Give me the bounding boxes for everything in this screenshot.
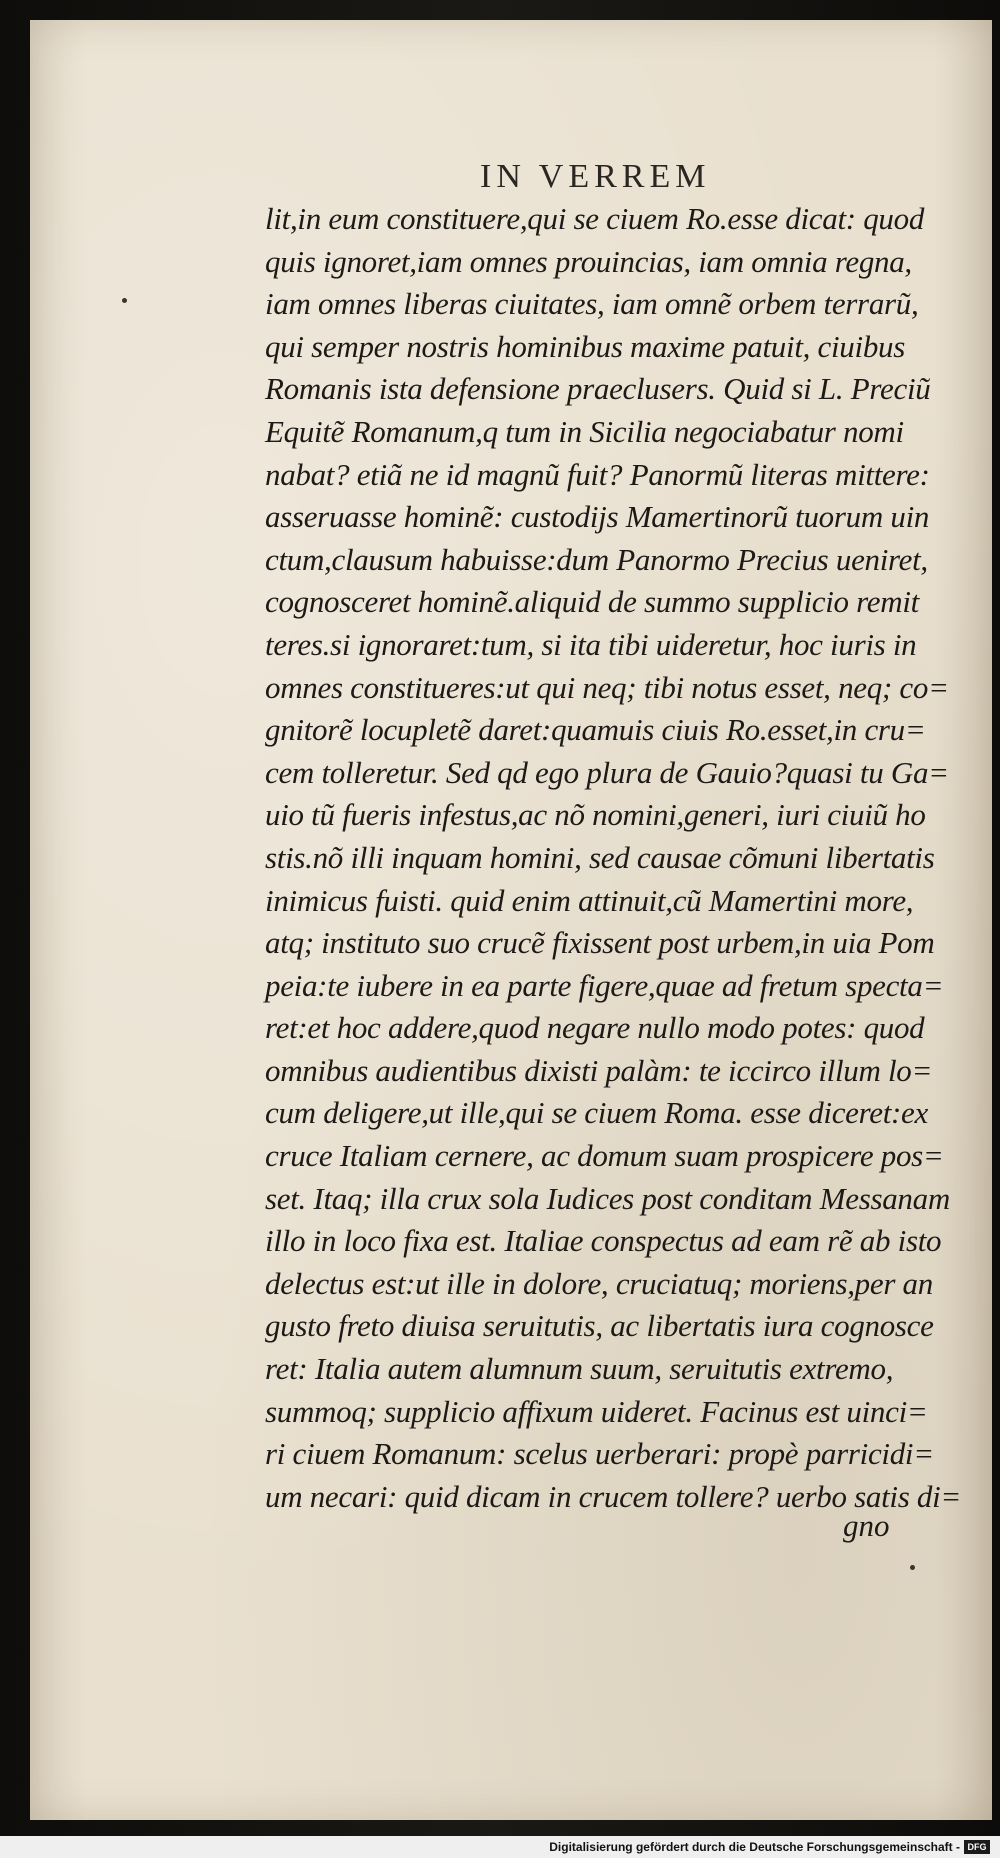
running-head: IN VERREM [480, 158, 711, 195]
text-line: summoq; supplicio affixum uideret. Facinus est uinci= [265, 1393, 928, 1429]
text-line: omnes constitueres:ut qui neq; tibi notus esset, neq; co= [265, 669, 949, 705]
text-line: um necari: quid dicam in crucem tollere? uerbo satis di= [265, 1478, 962, 1514]
text-line: set. Itaq; illa crux sola Iudices post conditam Messanam [265, 1180, 950, 1216]
text-line: ri ciuem Romanum: scelus uerberari: propè parricidi= [265, 1436, 934, 1472]
funding-credit: Digitalisierung gefördert durch die Deutsche Forschungsgemeinschaft - [549, 1840, 960, 1854]
ink-speck [122, 298, 127, 303]
text-line: inimicus fuisti. quid enim attinuit,cũ Mamertini more, [265, 882, 914, 918]
text-line: iam omnes liberas ciuitates, iam omnẽ orbem terrarũ, [265, 286, 919, 322]
text-line: teres.si ignoraret:tum, si ita tibi uideretur, hoc iuris in [265, 626, 917, 662]
text-line: ctum,clausum habuisse:dum Panormo Precius ueniret, [265, 541, 928, 577]
catchword: gno [843, 1508, 890, 1543]
text-line: peia:te iubere in ea parte figere,quae ad fretum specta= [265, 967, 944, 1003]
text-line: illo in loco fixa est. Italiae conspectus ad eam rẽ ab isto [265, 1223, 942, 1259]
text-line: Equitẽ Romanum,q tum in Sicilia negociabatur nomi [265, 413, 904, 449]
text-line: cem tolleretur. Sed qd ego plura de Gauio?quasi tu Ga= [265, 754, 949, 790]
text-line: quis ignoret,iam omnes prouincias, iam omnia regna, [265, 243, 912, 279]
text-line: asseruasse hominẽ: custodijs Mamertinorũ tuorum uin [265, 499, 930, 535]
dfg-logo: DFG [964, 1840, 990, 1854]
text-line: gnitorẽ locupletẽ daret:quamuis ciuis Ro.esset,in cru= [265, 712, 926, 748]
text-line: cognosceret hominẽ.aliquid de summo supplicio remit [265, 584, 919, 620]
text-line: ret: Italia autem alumnum suum, seruitutis extremo, [265, 1351, 894, 1387]
text-line: uio tũ fueris infestus,ac nõ nomini,generi, iuri ciuiũ ho [265, 797, 926, 833]
text-line: cum deligere,ut ille,qui se ciuem Roma. esse diceret:ex [265, 1095, 928, 1131]
text-line: nabat? etiã ne id magnũ fuit? Panormũ literas mittere: [265, 456, 930, 492]
text-line: atq; instituto suo crucẽ fixissent post urbem,in uia Pom [265, 925, 935, 961]
text-line: cruce Italiam cernere, ac domum suam prospicere pos= [265, 1138, 944, 1174]
text-line: qui semper nostris hominibus maxime patuit, ciuibus [265, 328, 905, 364]
text-line: delectus est:ut ille in dolore, cruciatuq; moriens,per an [265, 1265, 933, 1301]
page-text [265, 198, 962, 1518]
text-line: omnibus audientibus dixisti palàm: te iccirco illum lo= [265, 1052, 933, 1088]
footer-bar [0, 1836, 1000, 1858]
text-line: lit,in eum constituere,qui se ciuem Ro.esse dicat: quod [265, 201, 925, 236]
text-line: gusto freto diuisa seruitutis, ac libertatis iura cognosce [265, 1308, 934, 1344]
text-line: Romanis ista defensione praeclusers. Quid si L. Preciũ [265, 371, 931, 407]
text-line: stis.nõ illi inquam homini, sed causae cõmuni libertatis [265, 839, 935, 875]
text-line: ret:et hoc addere,quod negare nullo modo potes: quod [265, 1010, 925, 1046]
ink-speck [910, 1565, 915, 1570]
